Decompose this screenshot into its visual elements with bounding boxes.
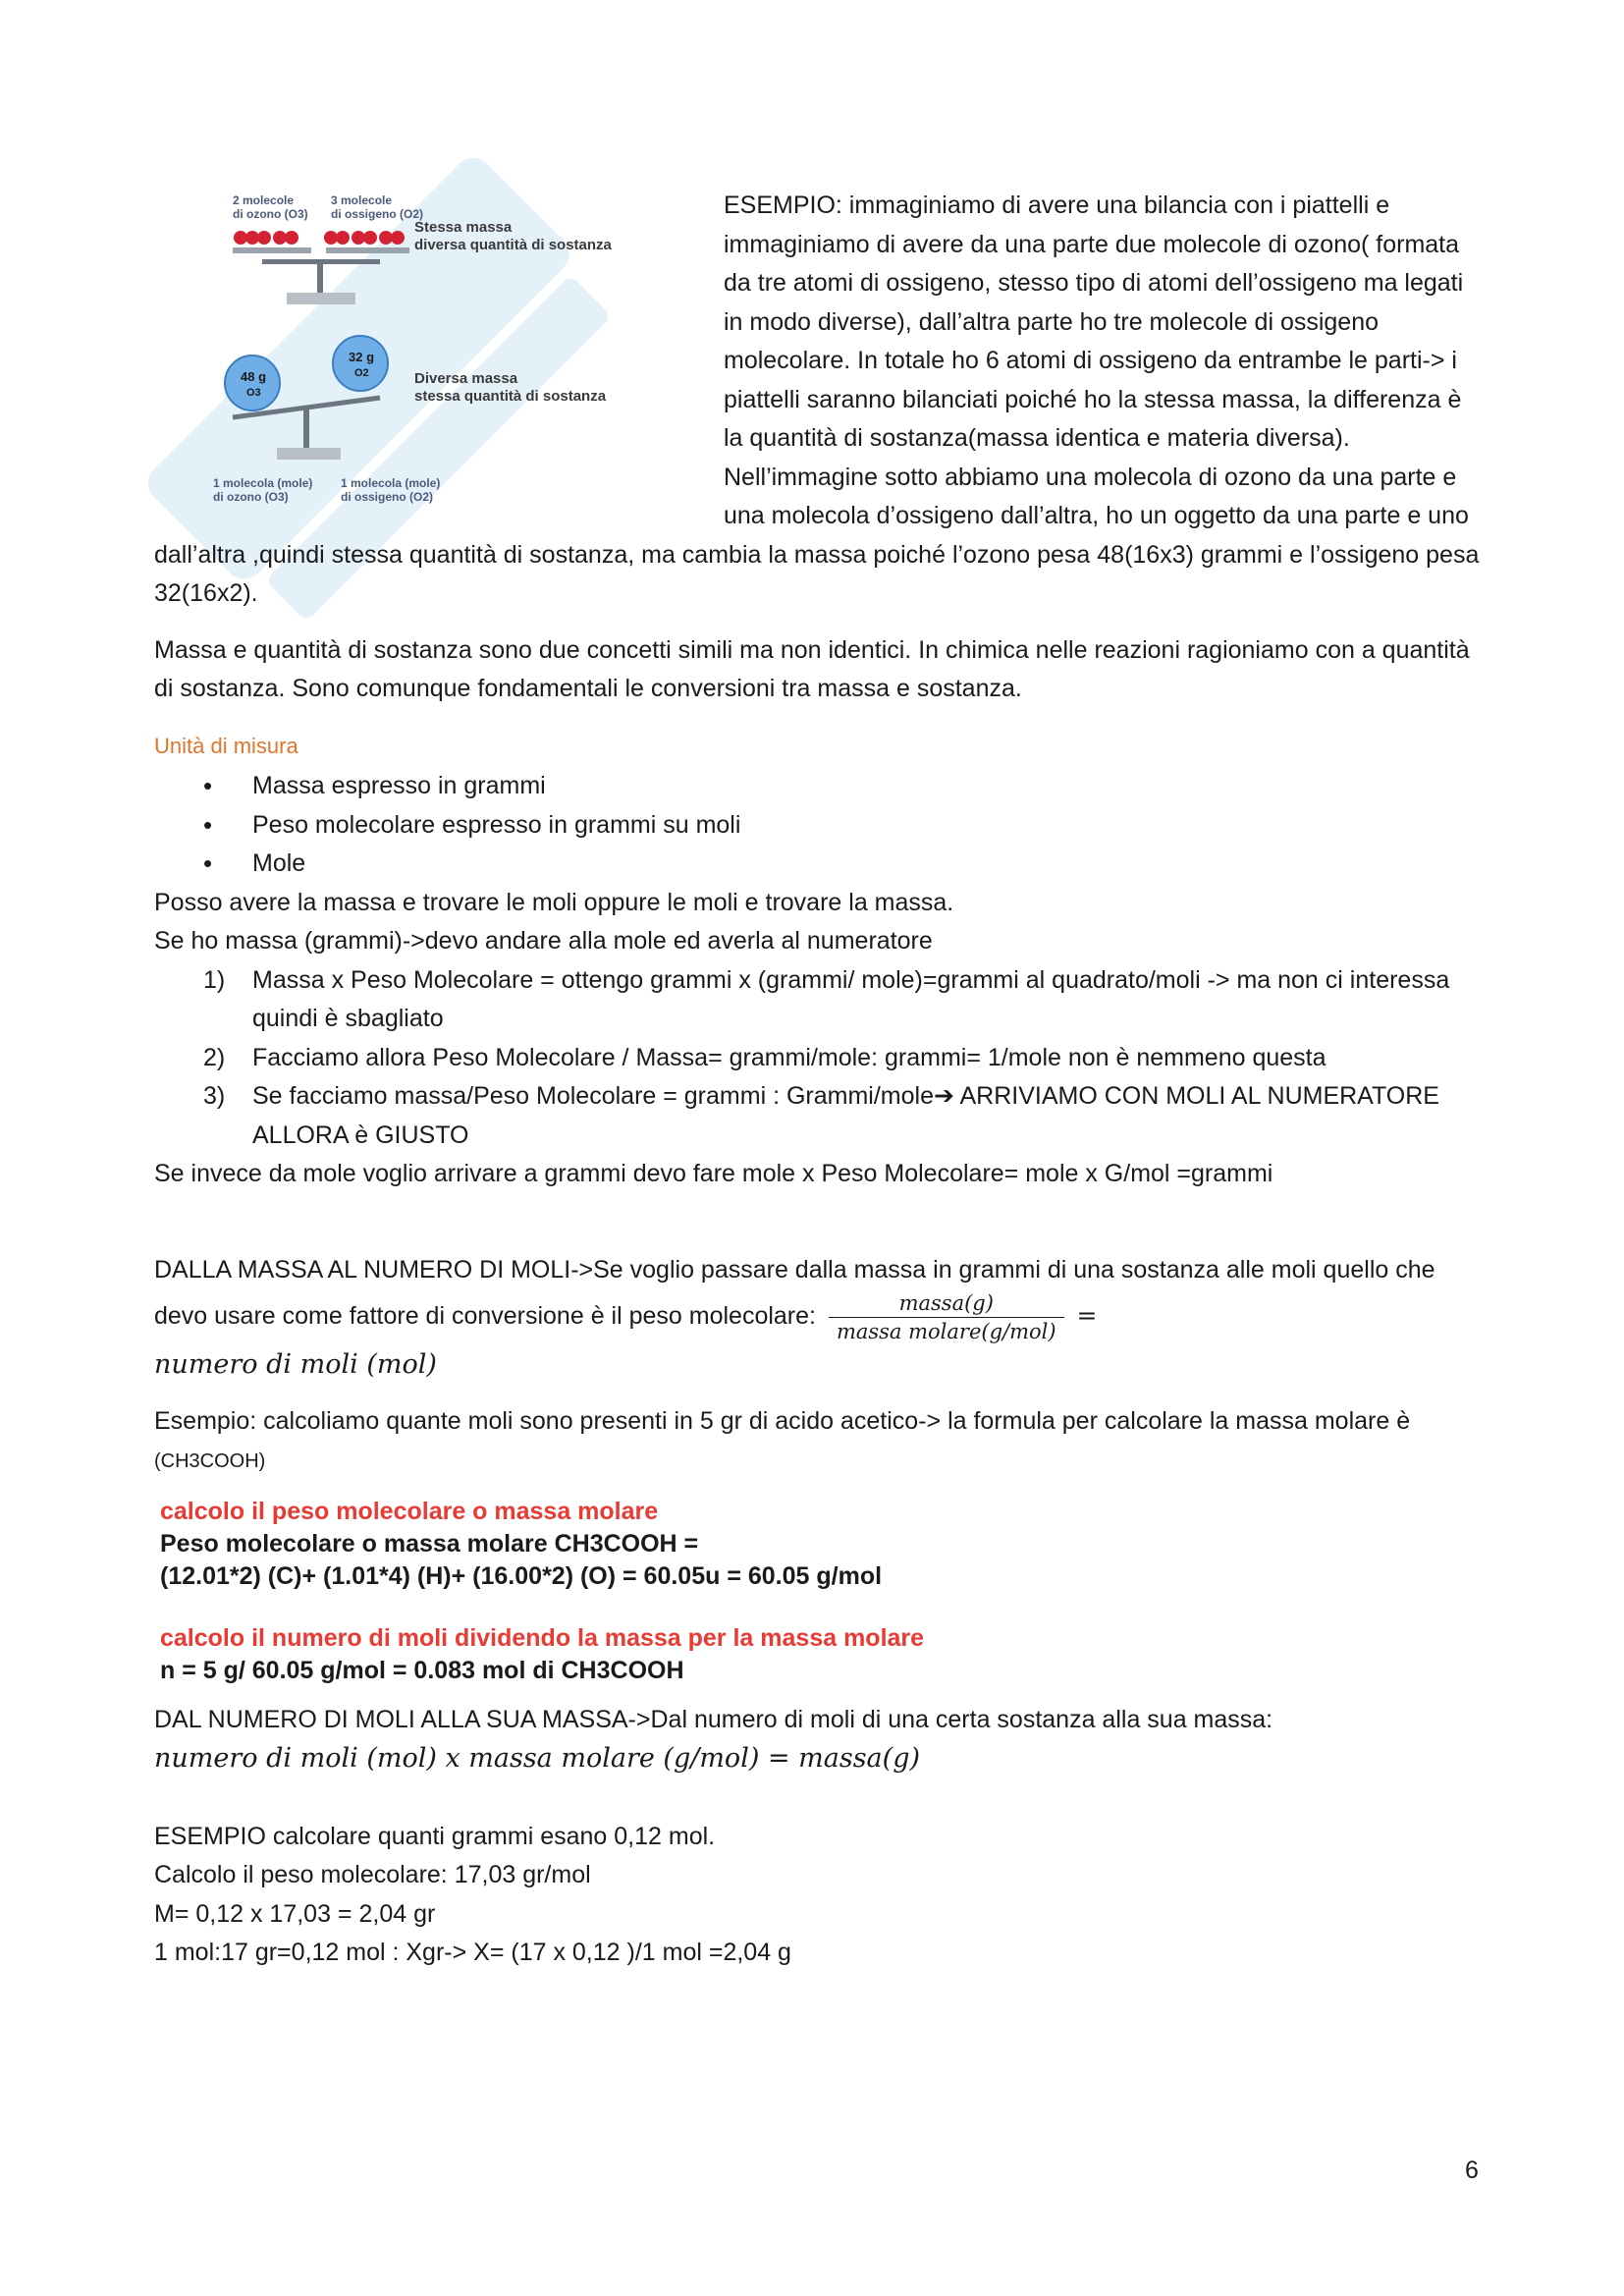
svg-text:Diversa massa: Diversa massa bbox=[414, 370, 518, 387]
conversion-line-3: Se invece da mole voglio arrivare a grammi devo fare mole x Peso Molecolare= mole x G/mol =grammi bbox=[154, 1160, 1273, 1187]
fraction: $\frac{\text{massa(g)}}{\text{massa molare(g/mol)}}$ bbox=[829, 1289, 1064, 1345]
moli-to-massa-paragraph: DAL NUMERO DI MOLI ALLA SUA MASSA->Dal numero di moli di una certa sostanza alla sua massa: bbox=[154, 1705, 1273, 1733]
massa-to-moli-paragraph: DALLA MASSA AL NUMERO DI MOLI->Se voglio passare dalla massa in grammi di una sostanza alle moli quello che devo usare come fattore di conversione è il peso molecolare: $\frac{\text{massa(g)}}{\text{massa molare(g/mol)}}$ = bbox=[154, 1255, 1435, 1343]
conversion-line-1: Posso avere la massa e trovare le moli oppure le moli e trovare la massa. bbox=[154, 888, 954, 916]
svg-text:stessa quantità di sostanza: stessa quantità di sostanza bbox=[414, 388, 607, 405]
svg-text:O3: O3 bbox=[246, 387, 261, 399]
esempio-acetico: Esempio: calcoliamo quante moli sono presenti in 5 gr di acido acetico-> la formula per calcolare la massa molare è (CH3COOH) bbox=[154, 1406, 1411, 1472]
conversion-line-2: Se ho massa (grammi)->devo andare alla mole ed averla al numeratore bbox=[154, 927, 933, 955]
svg-text:2 molecole: 2 molecole bbox=[233, 193, 295, 207]
document-body bbox=[154, 187, 1480, 1973]
esempio-grammi-line: 1 mol:17 gr=0,12 mol : Xgr-> X= (17 x 0,12 )/1 mol =2,04 g bbox=[154, 1939, 791, 1966]
conversion-steps bbox=[154, 961, 1480, 1156]
units-heading: Unità di misura bbox=[154, 733, 298, 758]
balance-figure bbox=[184, 187, 714, 520]
svg-text:di ossigeno (O2): di ossigeno (O2) bbox=[331, 207, 424, 221]
balance-illustration bbox=[184, 187, 714, 511]
list-item: 1) Massa x Peso Molecolare = ottengo grammi x (grammi/ mole)=grammi al quadrato/moli -> ma non ci interessa quindi è sbagliato bbox=[203, 965, 1450, 1032]
page-number: 6 bbox=[1465, 2157, 1479, 2184]
units-list bbox=[154, 767, 1480, 884]
svg-text:48 g: 48 g bbox=[241, 369, 267, 384]
svg-text:di ozono (O3): di ozono (O3) bbox=[213, 490, 289, 504]
svg-text:3 molecole: 3 molecole bbox=[331, 193, 393, 207]
svg-text:di ossigeno (O2): di ossigeno (O2) bbox=[341, 490, 434, 504]
formula-line: Peso molecolare o massa molare CH3COOH = bbox=[160, 1529, 699, 1558]
svg-text:32 g: 32 g bbox=[349, 350, 375, 364]
list-item: 2) Facciamo allora Peso Molecolare / Massa= grammi/mole: grammi= 1/mole non è nemmeno questa bbox=[203, 1043, 1326, 1071]
svg-text:O2: O2 bbox=[354, 367, 369, 379]
formula-line: n = 5 g/ 60.05 g/mol = 0.083 mol di CH3COOH bbox=[160, 1656, 684, 1684]
svg-text:diversa quantità di sostanza: diversa quantità di sostanza bbox=[414, 237, 612, 253]
svg-text:di ozono (O3): di ozono (O3) bbox=[233, 207, 308, 221]
svg-text:1 molecola (mole): 1 molecola (mole) bbox=[213, 476, 313, 490]
red-heading: calcolo il numero di moli dividendo la massa per la massa molare bbox=[160, 1623, 925, 1652]
moli-to-massa-formula: numero di moli (mol) x massa molare (g/mol) = massa(g) bbox=[154, 1743, 921, 1774]
esempio-grammi-line: Calcolo il peso molecolare: 17,03 gr/mol bbox=[154, 1861, 591, 1888]
red-heading: calcolo il peso molecolare o massa molare bbox=[160, 1497, 659, 1525]
svg-text:1 molecola (mole): 1 molecola (mole) bbox=[341, 476, 441, 490]
esempio-grammi-line: ESEMPIO calcolare quanti grammi esano 0,12 mol. bbox=[154, 1822, 716, 1850]
acetic-acid-calculation bbox=[160, 1496, 1480, 1687]
massa-to-moli-result: numero di moli (mol) bbox=[154, 1349, 437, 1380]
list-item: • Peso molecolare espresso in grammi su moli bbox=[203, 806, 1480, 846]
formula-line: (12.01*2) (C)+ (1.01*4) (H)+ (16.00*2) (O) = 60.05u = 60.05 g/mol bbox=[160, 1561, 883, 1590]
paragraph-esempio-ozono: ESEMPIO: immaginiamo di avere una bilancia con i piattelli e immaginiamo di avere da una parte due molecole di ozono( formata da tre atomi di ossigeno, stesso tipo di atomi dell’ossigeno ma legati in modo diverse), dall’altra parte ho tre molecole di ossigeno molecolare. In totale ho 6 atomi di ossigeno da entrambe le parti-> i piattelli saranno bilanciati poiché ho la stessa massa, la differenza è la quantità di sostanza(massa identica e materia diversa). Nell’immagine sotto abbiamo una molecola di ozono da una parte e una molecola d’ossigeno dall’altra, ho un oggetto da una parte e uno dall’altra ,quindi stessa quantità di sostanza, ma cambia la massa poiché l’ozono pesa 48(16x3) grammi e l’ossigeno pesa 32(16x2). bbox=[154, 191, 1480, 607]
list-item: • Mole bbox=[203, 845, 1480, 884]
list-item: • Massa espresso in grammi bbox=[203, 767, 1480, 806]
paragraph-massa-quantita: Massa e quantità di sostanza sono due concetti simili ma non identici. In chimica nelle reazioni ragioniamo con a quantità di sostanza. Sono comunque fondamentali le conversioni tra massa e sostanza. bbox=[154, 635, 1470, 702]
esempio-grammi-line: M= 0,12 x 17,03 = 2,04 gr bbox=[154, 1899, 436, 1928]
svg-text:Stessa massa: Stessa massa bbox=[414, 219, 513, 236]
list-item: 3) Se facciamo massa/Peso Molecolare = grammi : Grammi/mole➔ ARRIVIAMO CON MOLI AL NUMERATORE ALLORA è GIUSTO bbox=[203, 1082, 1439, 1149]
